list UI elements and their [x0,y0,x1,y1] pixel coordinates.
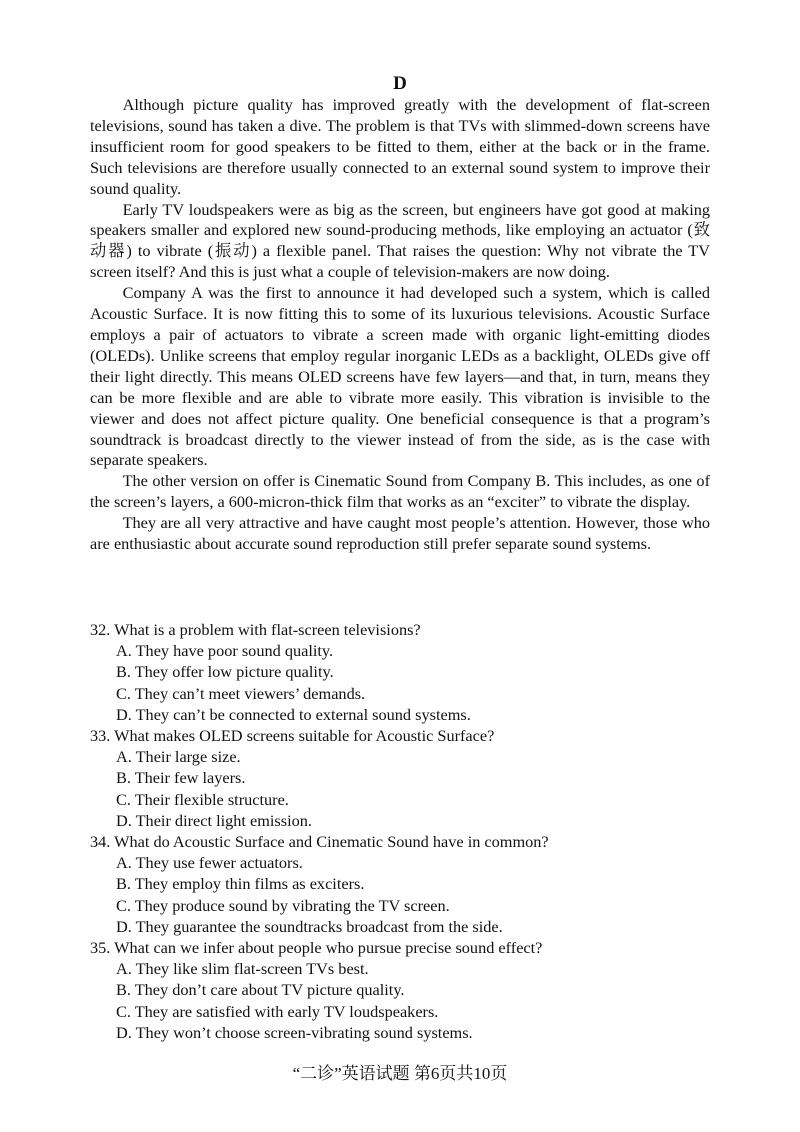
question-stem: 33. What makes OLED screens suitable for Acoustic Surface? [90,726,495,746]
option-d: D. They can’t be connected to external sound systems. [116,704,471,724]
option-d: D. They guarantee the soundtracks broadcast from the side. [116,916,503,936]
option-c: C. They produce sound by vibrating the TV screen. [116,895,450,915]
reading-passage [90,95,710,555]
passage-paragraph-4: The other version on offer is Cinematic Sound from Company B. This includes, as one of the screen’s layers, a 600-micron-thick film that works as an “exciter” to vibrate the display. [90,471,710,512]
passage-paragraph-5: They are all very attractive and have caught most people’s attention. However, those who are enthusiastic about accurate sound reproduction still prefer separate sound systems. [90,513,710,554]
option-b: B. They employ thin films as exciters. [116,874,365,894]
question-list [90,619,710,1043]
option-b: B. They offer low picture quality. [116,662,334,682]
passage-paragraph-2: Early TV loudspeakers were as big as the screen, but engineers have got good at making speakers smaller and explored new sound-producing methods, like employing an actuator (致动器) to vibrate (振动) a flexible panel. That raises the question: Why not vibrate the TV screen itself? And this is just what a couple of television-makers are now doing. [90,199,710,282]
option-c: C. Their flexible structure. [116,789,289,809]
question-stem: 34. What do Acoustic Surface and Cinematic Sound have in common? [90,832,549,852]
option-a: A. They use fewer actuators. [116,853,303,873]
question-32 [90,619,710,725]
option-c: C. They are satisfied with early TV loudspeakers. [116,1001,439,1021]
page-footer: “二诊”英语试题 第6页共10页 [292,1064,508,1083]
option-a: A. Their large size. [116,747,241,767]
question-stem: 35. What can we infer about people who pursue precise sound effect? [90,938,543,958]
option-c: C. They can’t meet viewers’ demands. [116,683,366,703]
option-d: D. Their direct light emission. [116,810,312,830]
question-33 [90,725,710,831]
option-a: A. They like slim flat-screen TVs best. [116,959,369,979]
option-b: B. Their few layers. [116,768,246,788]
option-b: B. They don’t care about TV picture quality. [116,980,405,1000]
question-35 [90,937,710,1043]
passage-paragraph-1: Although picture quality has improved greatly with the development of flat-screen televisions, sound has taken a dive. The problem is that TVs with slimmed-down screens have insufficient room for good speakers to be fitted to them, either at the back or in the frame. Such televisions are therefore usually connected to an external sound system to improve their sound quality. [90,95,710,198]
option-a: A. They have poor sound quality. [116,641,334,661]
question-34 [90,831,710,937]
question-stem: 32. What is a problem with flat-screen televisions? [90,620,421,639]
option-d: D. They won’t choose screen-vibrating sound systems. [116,1022,473,1042]
section-title: D [393,73,407,94]
passage-paragraph-3: Company A was the first to announce it had developed such a system, which is called Acoustic Surface. It is now fitting this to some of its luxurious televisions. Acoustic Surface employs a pair of actuators to vibrate a screen made with organic light-emitting diodes (OLEDs). Unlike screens that employ regular inorganic LEDs as a backlight, OLEDs give off their light directly. This means OLED screens have few layers—and that, in turn, means they can be more flexible and are able to vibrate more easily. This vibration is invisible to the viewer and does not affect picture quality. One beneficial consequence is that a program’s soundtrack is broadcast directly to the viewer instead of from the side, as is the case with separate speakers. [90,283,710,470]
